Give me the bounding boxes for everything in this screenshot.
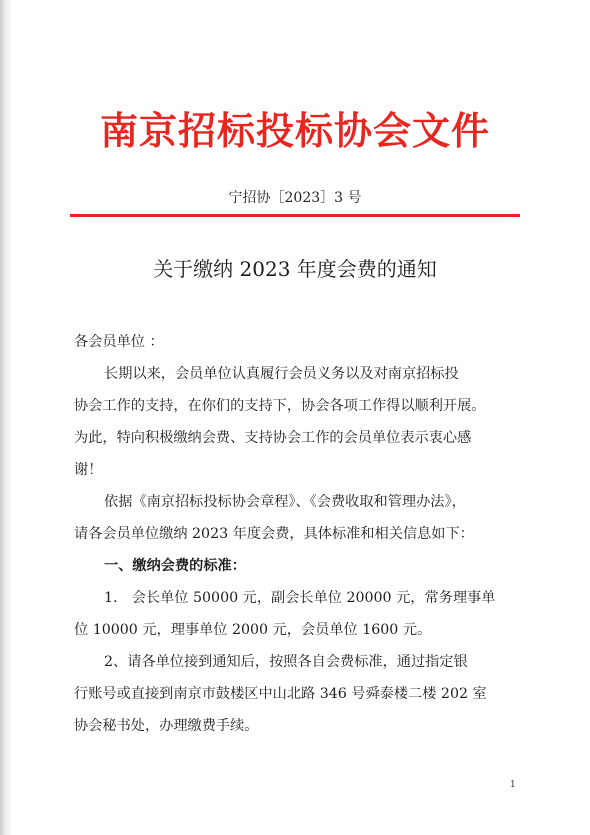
paragraph-line: 长期以来，会员单位认真履行会员义务以及对南京招标投 bbox=[104, 366, 459, 382]
paragraph-line: 为此，特向积极缴纳会费、支持协会工作的会员单位表示衷心感 bbox=[74, 430, 472, 446]
list-item-line: 1. 会长单位 50000 元，副会长单位 20000 元，常务理事单 bbox=[104, 590, 496, 606]
paragraph-line: 请各会员单位缴纳 2023 年度会费，具体标准和相关信息如下： bbox=[74, 526, 474, 542]
page-number: 1 bbox=[510, 780, 516, 790]
list-item-line: 行账号或直接到南京市鼓楼区中山北路 346 号舜泰楼二楼 202 室 bbox=[74, 686, 487, 702]
section-heading: 一、缴纳会费的标准： bbox=[104, 558, 246, 574]
paragraph-line: 谢！ bbox=[74, 462, 103, 478]
red-divider-line bbox=[70, 214, 520, 217]
document-number: 宁招协［2023］3 号 bbox=[228, 190, 362, 206]
list-item-line: 2、请各单位接到通知后，按照各自会费标准，通过指定银 bbox=[104, 654, 468, 670]
paragraph-line: 协会工作的支持，在你们的支持下，协会各项工作得以顺利开展。 bbox=[74, 398, 486, 414]
document-header-title: 南京招标投标协会文件 bbox=[99, 108, 490, 153]
list-item-line: 协会秘书处，办理缴费手续。 bbox=[74, 718, 259, 734]
salutation: 各会员单位 ： bbox=[74, 334, 164, 350]
paragraph-line: 依据《南京招标投标协会章程》、《会费收取和管理办法》， bbox=[104, 494, 466, 510]
notice-title: 关于缴纳 2023 年度会费的通知 bbox=[153, 257, 437, 281]
list-item-line: 位 10000 元，理事单位 2000 元，会员单位 1600 元。 bbox=[74, 622, 432, 638]
